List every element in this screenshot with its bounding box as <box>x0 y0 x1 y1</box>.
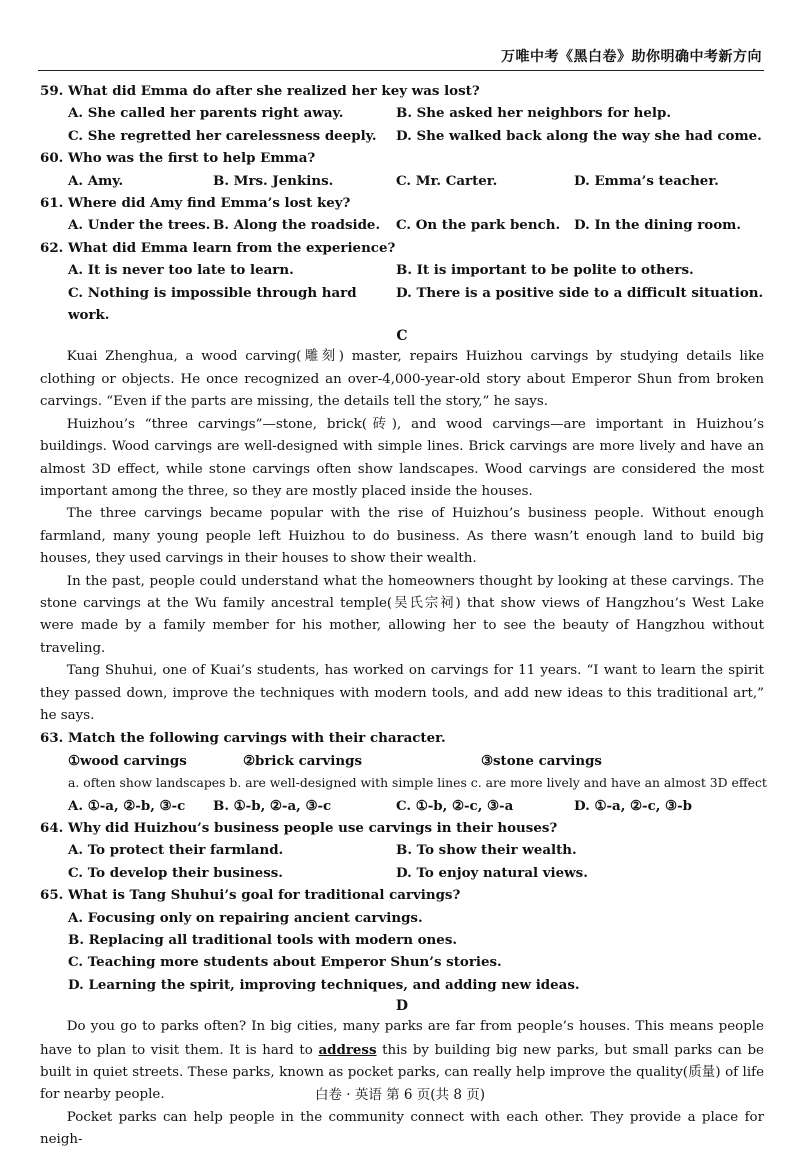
question-62: 62. What did Emma learn from the experience? <box>40 239 396 256</box>
option[interactable]: D. Learning the spirit, improving techniques, and adding new ideas. <box>68 976 580 993</box>
option[interactable]: A. It is never too late to learn. <box>68 262 294 279</box>
match-item: ③stone carvings <box>481 752 602 769</box>
page-header-title: 万唯中考《黑白卷》助你明确中考新方向 <box>501 49 762 65</box>
question-64: 64. Why did Huizhou’s business people use carvings in their houses? <box>40 820 558 836</box>
option[interactable]: A. Amy. <box>68 172 124 189</box>
option[interactable]: C. ①-b, ②-c, ③-a <box>396 797 514 814</box>
question-61-options <box>68 214 764 236</box>
question-64-options <box>68 839 764 884</box>
option[interactable]: C. Nothing is impossible through hard work. <box>68 284 357 324</box>
option[interactable]: B. Along the roadside. <box>213 217 381 234</box>
option[interactable]: D. ①-a, ②-c, ③-b <box>574 797 692 814</box>
question-62-options <box>68 259 764 326</box>
header-divider <box>38 70 764 71</box>
passage-paragraph: The three carvings became popular with the rise of Huizhou’s business people. Without enough farmland, many young people left Huizhou to do business. As there wasn’t enough land to build big houses, they used carvings in their houses to show their wealth. <box>40 506 764 567</box>
match-definitions: a. often show landscapes b. are well-designed with simple lines c. are more lively and have an almost 3D effect <box>68 775 767 791</box>
match-items <box>68 750 764 772</box>
passage-paragraph: Kuai Zhenghua, a wood carving(雕刻) master, repairs Huizhou carvings by studying details like clothing or objects. He once recognized an over-4,000-year-old story about Emperor Shun from broken carvings. “Even if the parts are missing, the details tell the story,” he says. <box>40 349 764 410</box>
passage-paragraph: Pocket parks can help people in the community connect with each other. They provide a place for neigh- <box>40 1109 764 1148</box>
question-59: 59. What did Emma do after she realized her key was lost? <box>40 83 480 99</box>
option[interactable]: B. ①-b, ②-a, ③-c <box>213 797 332 814</box>
option[interactable]: A. To protect their farmland. <box>68 842 284 859</box>
option[interactable]: D. In the dining room. <box>574 217 742 234</box>
option[interactable]: A. Under the trees. <box>68 217 211 234</box>
page-footer: 白卷 · 英语 第 6 页(共 8 页) <box>314 1087 486 1103</box>
question-61: 61. Where did Amy find Emma’s lost key? <box>40 195 351 212</box>
option[interactable]: D. There is a positive side to a difficult situation. <box>396 284 764 301</box>
page-content <box>40 80 767 1152</box>
question-59-options <box>68 102 764 147</box>
question-65: 65. What is Tang Shuhui’s goal for traditional carvings? <box>40 887 461 904</box>
question-65-options <box>68 907 764 997</box>
option[interactable]: A. ①-a, ②-b, ③-c <box>68 797 186 814</box>
paragraph-text: this by building big new parks, but small parks can be built in quiet streets. These parks, known as pocket parks, can really help improve the quality(质量) of life for nearby people. <box>40 1042 764 1103</box>
option[interactable]: B. Replacing all traditional tools with modern ones. <box>68 932 458 949</box>
question-60: 60. Who was the first to help Emma? <box>40 150 316 167</box>
section-d-label: D <box>395 998 409 1015</box>
paragraph-text: Do you go to parks often? In big cities, many parks are far from people’s houses. This means people have to plan to visit them. It is hard to <box>40 1019 764 1058</box>
passage-paragraph: In the past, people could understand what the homeowners thought by looking at these carvings. The stone carvings at the Wu family ancestral temple(吴氏宗祠) that show views of Hangzhou’s West Lake were made by a family member for his mother, allowing her to see the beauty of Hangzhou without traveling. <box>40 573 764 656</box>
question-63-options <box>68 795 764 817</box>
section-c-label: C <box>396 328 408 345</box>
option[interactable]: C. Mr. Carter. <box>396 172 498 189</box>
option[interactable]: D. To enjoy natural views. <box>396 864 588 881</box>
option[interactable]: A. Focusing only on repairing ancient carvings. <box>68 909 423 926</box>
option[interactable]: B. Mrs. Jenkins. <box>213 172 334 189</box>
option[interactable]: C. She regretted her carelessness deeply. <box>68 127 377 144</box>
question-60-options <box>68 170 764 192</box>
option[interactable]: D. She walked back along the way she had come. <box>396 127 762 144</box>
option[interactable]: A. She called her parents right away. <box>68 105 344 122</box>
option[interactable]: C. On the park bench. <box>396 217 561 234</box>
option[interactable]: B. She asked her neighbors for help. <box>396 105 672 122</box>
option[interactable]: B. It is important to be polite to others. <box>396 262 694 279</box>
match-item: ②brick carvings <box>243 752 362 769</box>
passage-paragraph: Tang Shuhui, one of Kuai’s students, has worked on carvings for 11 years. “I want to learn the spirit they passed down, improve the techniques with modern tools, and add new ideas to this traditional art,” he says. <box>40 663 764 723</box>
match-item: ①wood carvings <box>68 752 187 769</box>
option[interactable]: D. Emma’s teacher. <box>574 172 719 189</box>
option[interactable]: C. To develop their business. <box>68 864 283 881</box>
option[interactable]: C. Teaching more students about Emperor Shun’s stories. <box>68 954 502 971</box>
option[interactable]: B. To show their wealth. <box>396 842 577 859</box>
passage-paragraph: Huizhou’s “three carvings”—stone, brick(砖), and wood carvings—are important in Huizhou’s buildings. Wood carvings are well-designed with simple lines. Brick carvings are more lively and have an almost 3D effect, while stone carvings often show landscapes. Wood carvings are considered the most important among the three, so they are mostly placed inside the houses. <box>40 416 764 499</box>
underlined-keyword: address <box>318 1041 377 1058</box>
questions-section-b <box>40 80 764 326</box>
question-63: 63. Match the following carvings with their character. <box>40 730 446 747</box>
section-c-passage <box>40 346 764 727</box>
